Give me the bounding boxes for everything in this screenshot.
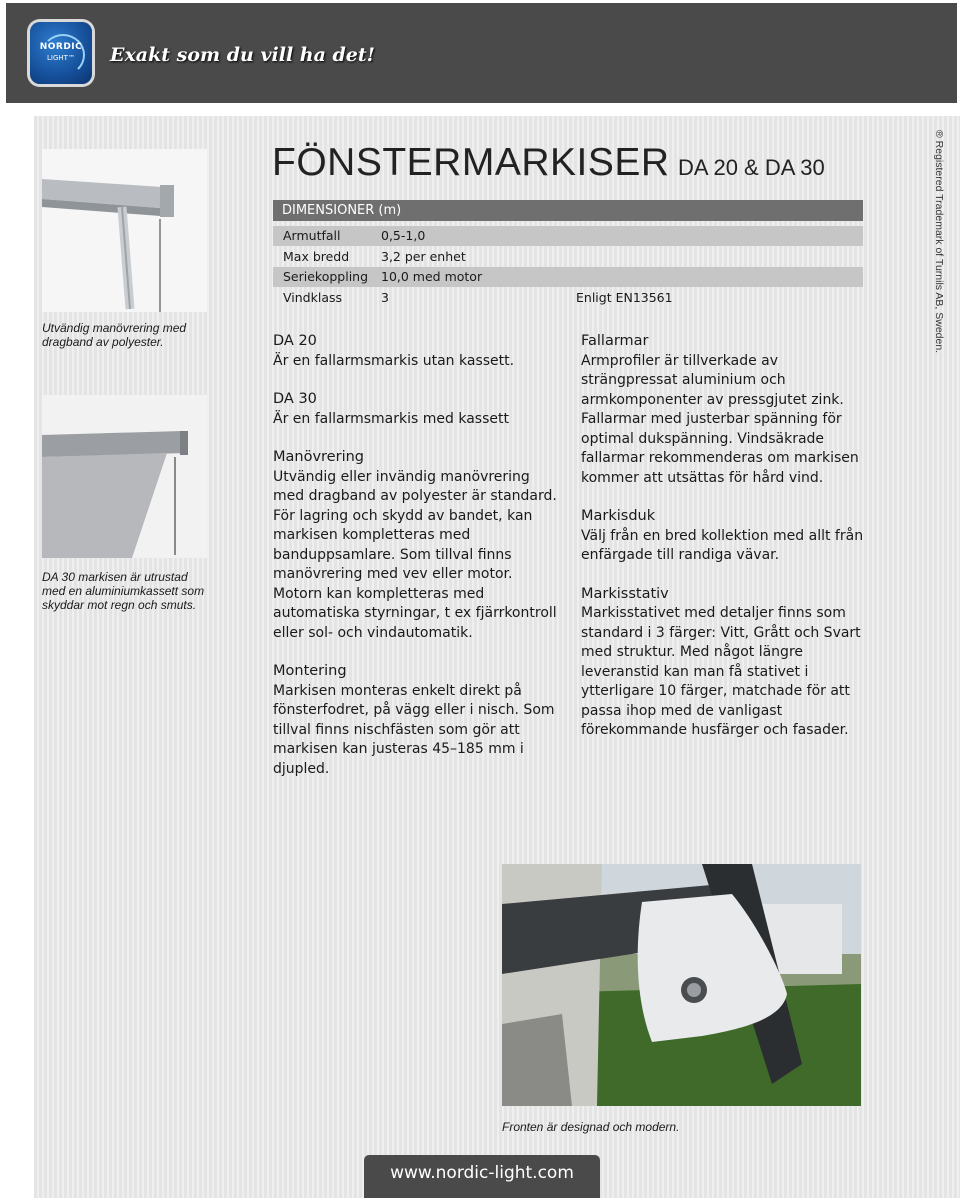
right-text-column <box>581 332 871 741</box>
heading-manovrering: Manövrering <box>273 449 364 465</box>
table-row <box>273 288 863 308</box>
table-row <box>273 247 863 267</box>
text-montering: Markisen monteras enkelt direkt på fönsterfodret, på vägg eller i nisch. Som tillval finns nischfästen som gör att markisen kan justeras 45–185 mm i djupled. <box>273 682 555 777</box>
text-fallarmar: Armprofiler är tillverkade av strängpressat aluminium och armkomponenter av pressgjutet zink. Fallarmar med justerbar spänning för optimal dukspänning. Vindsäkrade fallarmar rekommenderas om markisen kommer att utsättas för hård vind. <box>581 352 859 486</box>
tagline: Exakt som du vill ha det! <box>110 44 376 66</box>
side-caption-strap: Utvändig manövrering med dragband av polyester. <box>42 321 187 349</box>
row-label: Armutfall <box>283 228 341 243</box>
text-da30: Är en fallarmsmarkis med kassett <box>273 410 509 427</box>
photo-caption: Fronten är designad och modern. <box>502 1120 680 1134</box>
trademark-notice <box>931 130 945 354</box>
table-row <box>273 267 863 287</box>
left-text-column <box>273 332 565 779</box>
row-value: 3,2 per enhet <box>381 249 466 264</box>
side-caption-cassette: DA 30 markisen är utrustad med en aluminiumkassett som skyddar mot regn och smuts. <box>42 570 205 612</box>
heading-montering: Montering <box>273 663 347 679</box>
title-main: FÖNSTERMARKISER <box>272 141 670 184</box>
row-value: 10,0 med motor <box>381 269 483 284</box>
row-note: Enligt EN13561 <box>576 290 673 305</box>
heading-da30: DA 30 <box>273 391 317 407</box>
row-value: 0,5-1,0 <box>381 228 426 243</box>
footer-url-link[interactable]: www.nordic-light.com <box>364 1155 600 1198</box>
text-manovrering: Utvändig eller invändig manövrering med dragband av polyester är standard. För lagring och skydd av bandet, kan markisen kompletteras med banduppsamlare. Som tillval finns manövrering med vev eller motor. Motorn kan kompletteras med automatiska styrningar, t ex fjärrkontroll eller sol- och vindautomatik. <box>273 468 557 641</box>
cassette-photo <box>42 395 207 558</box>
row-label: Vindklass <box>283 290 343 305</box>
title-sub: DA 20 & DA 30 <box>678 155 825 180</box>
logo-text-line2: LIGHT™ <box>47 54 75 62</box>
awning-strap-photo <box>42 149 207 312</box>
heading-fallarmar: Fallarmar <box>581 333 649 349</box>
table-row <box>273 226 863 246</box>
heading-markisstativ: Markisstativ <box>581 585 669 602</box>
heading-da20: DA 20 <box>273 333 317 349</box>
text-da20: Är en fallarmsmarkis utan kassett. <box>273 352 515 369</box>
heading-markisduk: Markisduk <box>581 508 656 524</box>
logo-text-line1: NORDIC <box>39 42 83 52</box>
nordic-light-logo[interactable] <box>30 22 92 84</box>
awning-front-photo <box>502 864 861 1106</box>
page-title <box>272 141 825 185</box>
row-value: 3 <box>381 290 389 305</box>
row-label: Seriekoppling <box>283 269 369 284</box>
dimensions-header: DIMENSIONER (m) <box>273 200 863 221</box>
header-bar <box>6 3 957 103</box>
text-markisduk: Välj från en bred kollektion med allt från enfärgade till randiga vävar. <box>581 527 864 563</box>
text-markisstativ: Markisstativet med detaljer finns som standard i 3 färger: Vitt, Grått och Svart med struktur. Med något längre leveranstid kan man få stativet i ytterligare 10 färger, matchade för att passa ihop med de vanligast förekommande husfärger och fasader. <box>581 605 861 738</box>
row-label: Max bredd <box>283 249 350 264</box>
trademark-text: ® Registered Trademark of Turnils AB, Sweden. <box>933 130 945 354</box>
